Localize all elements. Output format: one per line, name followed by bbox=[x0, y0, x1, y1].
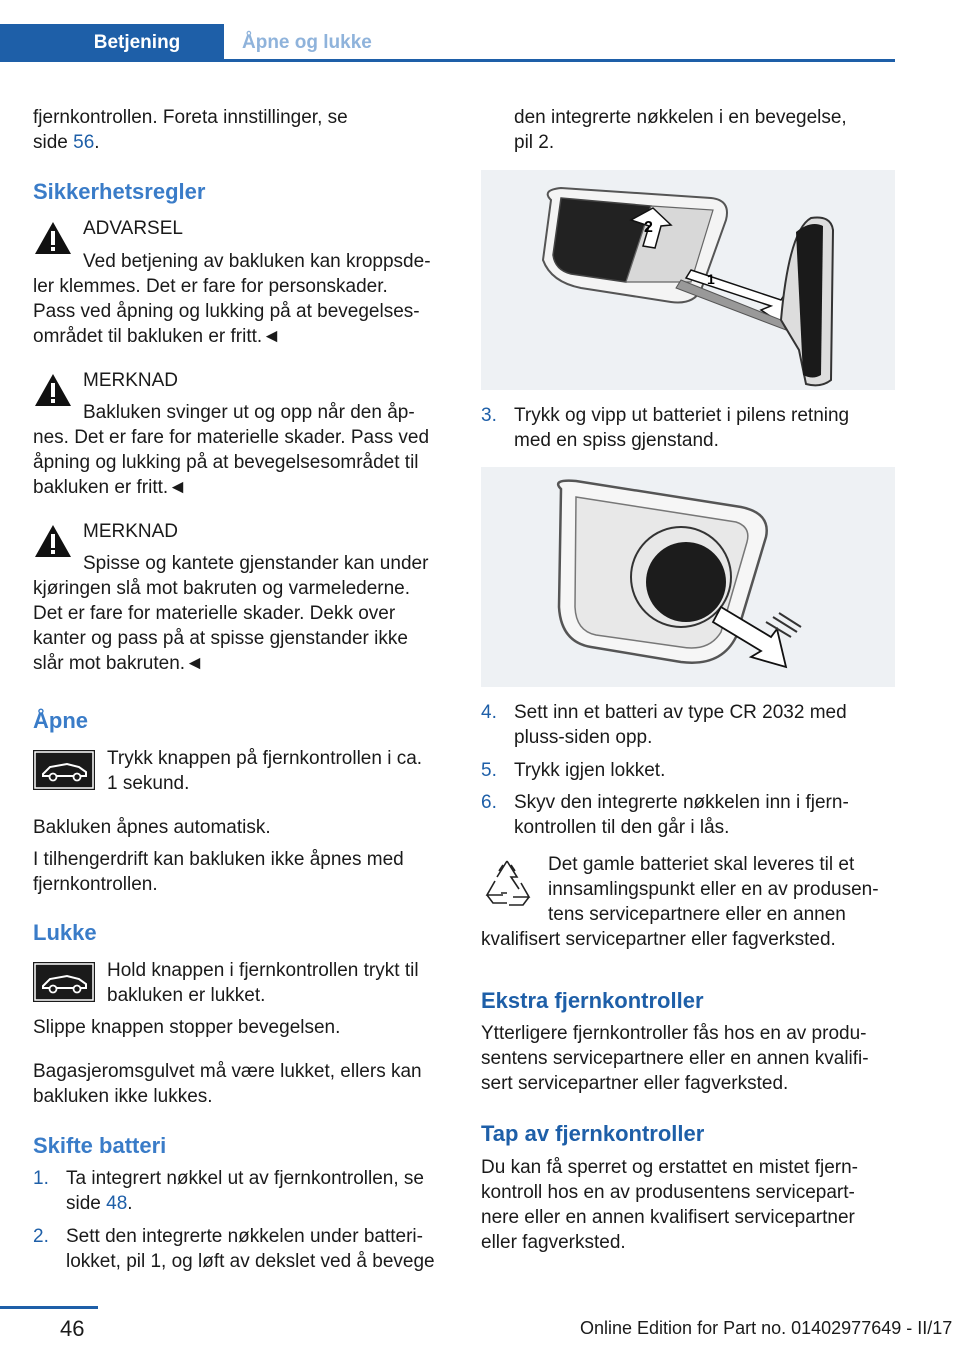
arrow-label-2: 2 bbox=[644, 219, 653, 236]
step5-line1: Trykk igjen lokket. bbox=[514, 760, 666, 781]
step1-line1: Ta integrert nøkkel ut av fjernkontrollen, se bbox=[66, 1168, 425, 1189]
open-line1: Trykk knappen på fjernkontrollen i ca. bbox=[107, 748, 423, 769]
heading-apne: Åpne bbox=[33, 708, 88, 733]
loss-line1: Du kan få sperret og erstattet en mistet fjern- bbox=[481, 1157, 859, 1178]
step-number: 3. bbox=[481, 405, 497, 426]
intro-line2 bbox=[33, 130, 100, 155]
list-item bbox=[481, 700, 895, 750]
close-line1: Hold knappen i fjernkontrollen trykt til bbox=[107, 960, 419, 981]
step-number: 2. bbox=[33, 1226, 49, 1247]
step1-line2 bbox=[66, 1191, 133, 1216]
battery-compartment-image bbox=[481, 467, 895, 687]
note1-title: MERKNAD bbox=[83, 370, 179, 391]
floor-line2: bakluken ikke lukkes. bbox=[33, 1086, 213, 1107]
step1-period: . bbox=[127, 1193, 133, 1214]
tailgate-button-icon bbox=[33, 750, 95, 790]
step2-line1: Sett den integrerte nøkkelen under batteri- bbox=[66, 1226, 423, 1247]
note1-line3: åpning og lukking på at bevegelsesområdet til bbox=[33, 452, 419, 473]
continued-line2: pil 2. bbox=[514, 132, 555, 153]
note1-line2: nes. Det er fare for materielle skader. Pass ved bbox=[33, 427, 430, 448]
step4-line2: pluss-siden opp. bbox=[514, 727, 653, 748]
step-number: 1. bbox=[33, 1168, 49, 1189]
extra-line1: Ytterligere fjernkontroller fås hos en av produ- bbox=[481, 1023, 867, 1044]
list-item bbox=[481, 403, 895, 453]
tab-betjening: Betjening bbox=[0, 24, 224, 61]
step3-line1: Trykk og vipp ut batteriet i pilens retning bbox=[514, 405, 850, 426]
heading-sikkerhetsregler: Sikkerhetsregler bbox=[33, 179, 206, 204]
header-tabs bbox=[0, 24, 895, 61]
step4-line1: Sett inn et batteri av type CR 2032 med bbox=[514, 702, 847, 723]
heading-tap-av-fjernkontroller: Tap av fjernkontroller bbox=[481, 1121, 705, 1146]
note2-line4: kanter og pass på at spisse gjenstander ikke bbox=[33, 628, 408, 649]
trailer-line1: I tilhengerdrift kan bakluken ikke åpnes med bbox=[33, 849, 404, 870]
list-item bbox=[481, 758, 895, 783]
tab-apne-og-lukke: Åpne og lukke bbox=[224, 24, 895, 61]
note1-line4: bakluken er fritt.◄ bbox=[33, 477, 187, 498]
step6-line1: Skyv den integrerte nøkkelen inn i fjern- bbox=[514, 792, 849, 813]
loss-line2: kontroll hos en av produsentens servicepart- bbox=[481, 1182, 855, 1203]
intro-period: . bbox=[94, 132, 100, 153]
footer-divider bbox=[0, 1306, 98, 1309]
open-line2: 1 sekund. bbox=[107, 773, 190, 794]
trailer-line2: fjernkontrollen. bbox=[33, 874, 158, 895]
page-link-56[interactable]: 56 bbox=[73, 132, 95, 153]
recycle-line4: kvalifisert servicepartner eller fagverksted. bbox=[481, 929, 836, 950]
heading-lukke: Lukke bbox=[33, 920, 97, 945]
close-line2: bakluken er lukket. bbox=[107, 985, 266, 1006]
release-text: Slippe knappen stopper bevegelsen. bbox=[33, 1017, 341, 1038]
battery-illustration bbox=[481, 467, 895, 687]
page-number: 46 bbox=[60, 1316, 85, 1341]
intro-text: side bbox=[33, 132, 74, 153]
intro-line1: fjernkontrollen. Foreta innstillinger, se bbox=[33, 107, 348, 128]
note2-title: MERKNAD bbox=[83, 521, 179, 542]
note2-line5: slår mot bakruten.◄ bbox=[33, 653, 204, 674]
note2-line1: Spisse og kantete gjenstander kan under bbox=[83, 553, 429, 574]
loss-line3: nere eller en annen kvalifisert servicepartner bbox=[481, 1207, 855, 1228]
warning1-title: ADVARSEL bbox=[83, 218, 183, 239]
recycle-line2: innsamlingspunkt eller en av produsen- bbox=[548, 879, 879, 900]
edition-text: Online Edition for Part no. 01402977649 - II/17 bbox=[580, 1318, 953, 1338]
heading-ekstra-fjernkontroller: Ekstra fjernkontroller bbox=[481, 988, 704, 1013]
recycle-line3: tens servicepartnere eller en annen bbox=[548, 904, 846, 925]
floor-line1: Bagasjeromsgulvet må være lukket, ellers kan bbox=[33, 1061, 422, 1082]
heading-skifte-batteri: Skifte batteri bbox=[33, 1133, 167, 1158]
step-number: 4. bbox=[481, 702, 497, 723]
note2-line3: Det er fare for materielle skader. Dekk over bbox=[33, 603, 396, 624]
recycle-line1: Det gamle batteriet skal leveres til et bbox=[548, 854, 855, 875]
page-link-48[interactable]: 48 bbox=[106, 1193, 128, 1214]
note1-line1: Bakluken svinger ut og opp når den åp- bbox=[83, 402, 415, 423]
step3-line2: med en spiss gjenstand. bbox=[514, 430, 719, 451]
key-fob-illustration bbox=[481, 170, 895, 390]
header-divider bbox=[0, 59, 895, 62]
key-fob-cover-image bbox=[481, 170, 895, 390]
list-item bbox=[33, 1166, 449, 1216]
continued-line1: den integrerte nøkkelen i en bevegelse, bbox=[514, 107, 847, 128]
caution-triangle-icon bbox=[33, 523, 73, 559]
step2-line2: lokket, pil 1, og løft av dekslet ved å bevege bbox=[66, 1251, 435, 1272]
step-number: 6. bbox=[481, 792, 497, 813]
extra-line3: sert servicepartner eller fagverksted. bbox=[481, 1073, 789, 1094]
warning1-line3: Pass ved åpning og lukking på at bevegelses- bbox=[33, 301, 420, 322]
warning-triangle-icon bbox=[33, 220, 73, 256]
arrow-label-1: 1 bbox=[707, 271, 715, 287]
warning1-line1: Ved betjening av bakluken kan kroppsde- bbox=[83, 251, 431, 272]
recycle-icon bbox=[481, 857, 533, 909]
auto-open-text: Bakluken åpnes automatisk. bbox=[33, 817, 271, 838]
step1-text: side bbox=[66, 1193, 107, 1214]
list-item bbox=[481, 790, 895, 840]
step-number: 5. bbox=[481, 760, 497, 781]
note2-line2: kjøringen slå mot bakruten og varmelederne. bbox=[33, 578, 411, 599]
list-item bbox=[33, 1224, 449, 1274]
warning1-line2: ler klemmes. Det er fare for personskader. bbox=[33, 276, 388, 297]
caution-triangle-icon bbox=[33, 372, 73, 408]
step6-line2: kontrollen til den går i lås. bbox=[514, 817, 730, 838]
loss-line4: eller fagverksted. bbox=[481, 1232, 626, 1253]
warning1-line4: området til bakluken er fritt.◄ bbox=[33, 326, 281, 347]
tailgate-button-icon bbox=[33, 962, 95, 1002]
extra-line2: sentens servicepartnere eller en annen kvalifi- bbox=[481, 1048, 869, 1069]
